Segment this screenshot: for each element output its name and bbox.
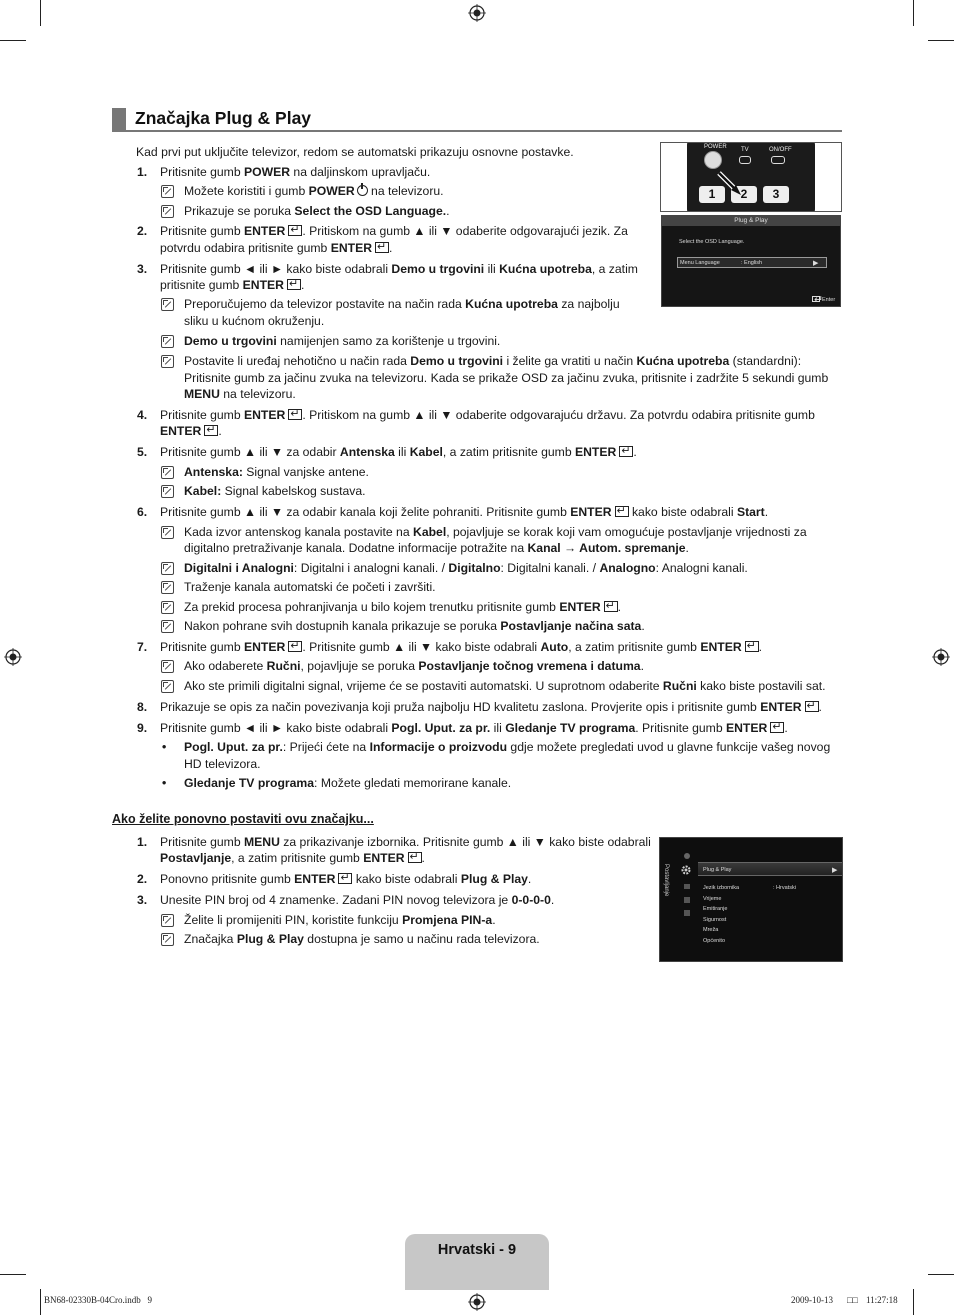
step-2: Pritisnite gumb ENTER↵ . Pritiskom na gumb ▲ ili ▼ odaberite odgovarajući jezik. Za	[160, 223, 628, 240]
tv-label: TV	[741, 147, 749, 153]
step-number: 3.	[137, 893, 148, 907]
intro-text: Kad prvi put uključite televizor, redom se automatski prikazuju osnovne postavke.	[136, 145, 574, 159]
reset-step-3-note-2: Značajka Plug & Play dostupna je samo u načinu rada televizora.	[184, 932, 540, 946]
title-accent-bar	[112, 108, 126, 130]
enter-icon	[770, 722, 784, 733]
step-3-note-1: Preporučujemo da televizor postavite na način rada Kućna upotreba za najbolju	[184, 297, 620, 311]
enter-icon	[288, 225, 302, 236]
osd-menu-item[interactable]: Sigurnost	[703, 917, 727, 923]
number-button-1: 1	[699, 186, 725, 203]
registration-mark-icon	[4, 648, 22, 666]
power-label: POWER	[704, 144, 727, 150]
enter-icon	[288, 641, 302, 652]
note-icon	[161, 620, 174, 633]
step-6-note-2: Digitalni i Analogni: Digitalni i analogni kanali. / Digitalno: Digitalni kanali. / Analogno: Analogni kanali.	[184, 561, 748, 575]
step-number: 7.	[137, 640, 148, 654]
step-7: Pritisnite gumb ENTER↵ . Pritisnite gumb ▲ ili ▼ kako biste odabrali Auto, a zatim pritisnite gumb ENTER↵ .	[160, 639, 762, 656]
enter-icon	[375, 242, 389, 253]
osd-menu-item[interactable]: Mreža	[703, 927, 719, 933]
step-6-note-3: Traženje kanala automatski će početi i završiti.	[184, 580, 436, 594]
step-4: Pritisnite gumb ENTER↵ . Pritiskom na gumb ▲ ili ▼ odaberite odgovarajuću državu. Za potvrdu odabira pritisnite gumb	[160, 407, 815, 424]
note-icon	[161, 355, 174, 368]
enter-icon	[287, 279, 301, 290]
reset-step-2: Ponovno pritisnite gumb ENTER↵ kako biste odabrali Plug & Play.	[160, 871, 531, 888]
page-title: Značajka Plug & Play	[135, 108, 312, 128]
note-icon	[161, 205, 174, 218]
step-6-note-4: Za prekid procesa pohranjivanja u bilo kojem trenutku pritisnite gumb ENTER↵ .	[184, 599, 621, 616]
registration-mark-icon	[468, 1293, 486, 1311]
bullet: •	[162, 740, 167, 754]
bullet-1-cont: HD televizora.	[184, 757, 261, 771]
crop-mark	[928, 1274, 954, 1275]
enter-icon	[619, 446, 633, 457]
note-icon	[161, 526, 174, 539]
osd-right-arrow-icon: ▶	[813, 260, 819, 267]
osd-menu-value: : Hrvatski	[773, 885, 796, 891]
step-6-note-1: Kada izvor antenskog kanala postavite na Kabel, pojavljuje se korak koji vam omogućuje postavljanje vrijednosti za	[184, 525, 807, 539]
crop-mark	[40, 1289, 41, 1315]
number-button-3: 3	[763, 186, 789, 203]
reset-step-1-cont: Postavljanje, a zatim pritisnite gumb ENTER↵ .	[160, 850, 425, 867]
step-3: Pritisnite gumb ◄ ili ► kako biste odabrali Demo u trgovini ili Kućna upotreba, a zatim	[160, 262, 638, 276]
note-icon	[161, 581, 174, 594]
registration-mark-icon	[468, 4, 486, 22]
onoff-label: ON/OFF	[769, 147, 792, 153]
print-file-info: BN68-02330B-04Cro.indb 9	[44, 1295, 152, 1305]
step-number: 2.	[137, 224, 148, 238]
menu-icon	[684, 897, 690, 903]
note-icon	[161, 298, 174, 311]
step-number: 1.	[137, 165, 148, 179]
note-icon	[161, 485, 174, 498]
menu-icon	[684, 853, 690, 859]
step-3-note-3-cont2: MENU na televizoru.	[184, 387, 296, 401]
osd-language-label: Menu Language	[680, 260, 720, 266]
note-icon	[161, 562, 174, 575]
note-icon	[161, 601, 174, 614]
note-icon	[161, 185, 174, 198]
enter-icon	[805, 701, 819, 712]
reset-heading: Ako želite ponovno postaviti ovu značajku...	[112, 812, 374, 826]
step-7-note-2: Ako ste primili digitalni signal, vrijeme će se postaviti automatski. U suprotnom odaberite Ručni kako biste postavili sat.	[184, 679, 826, 693]
page-number-tab	[405, 1234, 549, 1290]
crop-mark	[0, 1274, 26, 1275]
step-3-note-2: Demo u trgovini namijenjen samo za korištenje u trgovini.	[184, 334, 501, 348]
reset-step-1: Pritisnite gumb MENU za prikazivanje izbornika. Pritisnite gumb ▲ ili ▼ kako biste odabrali	[160, 835, 651, 849]
enter-icon	[288, 409, 302, 420]
enter-icon	[338, 873, 352, 884]
enter-icon	[812, 296, 820, 302]
power-icon	[357, 185, 368, 196]
page-number: Hrvatski - 9	[437, 1242, 517, 1258]
osd-menu-item[interactable]: Jezik izbornika	[703, 885, 740, 891]
print-time: 11:27:18	[866, 1295, 898, 1305]
step-number: 2.	[137, 872, 148, 886]
step-number: 9.	[137, 721, 148, 735]
step-number: 8.	[137, 700, 148, 714]
osd-prompt: Select the OSD Language.	[679, 239, 745, 245]
osd-selected-label: Plug & Play	[703, 867, 732, 873]
osd-menu-item[interactable]: Emitiranje	[703, 906, 728, 912]
step-6: Pritisnite gumb ▲ ili ▼ za odabir kanala koji želite pohraniti. Pritisnite gumb ENTER↵ kako biste odabrali Start.	[160, 504, 768, 521]
title-rule	[112, 130, 842, 132]
print-boxes: □□	[847, 1295, 858, 1305]
osd-title: Plug & Play	[662, 216, 840, 226]
enter-icon	[204, 425, 218, 436]
step-7-note-1: Ako odaberete Ručni, pojavljuje se poruka Postavljanje točnog vremena i datuma.	[184, 659, 644, 673]
crop-mark	[0, 40, 26, 41]
menu-icon	[684, 884, 690, 889]
crop-mark	[928, 40, 954, 41]
menu-icon	[684, 910, 690, 916]
step-5-note-1: Antenska: Signal vanjske antene.	[184, 465, 369, 479]
number-button-2: 2	[731, 186, 757, 203]
gear-icon	[680, 864, 692, 876]
step-1-note-2: Prikazuje se poruka Select the OSD Language..	[184, 204, 450, 218]
bullet: •	[162, 776, 167, 790]
pointer-arrow-icon	[661, 143, 842, 212]
bullet-1: Pogl. Uput. za pr.: Prijeći ćete na Informacije o proizvodu gdje možete pregledati uvod u glavne funkcije vašeg novog	[184, 740, 831, 754]
step-6-note-5: Nakon pohrane svih dostupnih kanala prikazuje se poruka Postavljanje načina sata.	[184, 619, 645, 633]
step-number: 6.	[137, 505, 148, 519]
step-3-note-1-cont: sliku u kućnom okruženju.	[184, 314, 325, 328]
osd-menu-item[interactable]: Vrijeme	[703, 896, 722, 902]
step-3-note-3: Postavite li uređaj nehotično u način rada Demo u trgovini i želite ga vratiti u način Kućna upotreba (standardni):	[184, 354, 802, 368]
print-date: 2009-10-13	[791, 1295, 833, 1305]
step-1: Pritisnite gumb POWER na daljinskom upravljaču.	[160, 165, 431, 179]
step-5: Pritisnite gumb ▲ ili ▼ za odabir Antenska ili Kabel, a zatim pritisnite gumb ENTER↵ .	[160, 444, 637, 461]
osd-selected-item[interactable]	[698, 862, 842, 876]
osd-plug-and-play-screen	[661, 215, 841, 307]
step-4-cont: ENTER↵ .	[160, 423, 222, 440]
reset-step-3-note-1: Želite li promijeniti PIN, koristite funkciju Promjena PIN-a.	[184, 913, 496, 927]
step-2-cont: potvrdu odabira pritisnite gumb ENTER↵ .	[160, 240, 392, 257]
crop-mark	[913, 1289, 914, 1315]
remote-control-image	[660, 142, 842, 212]
step-number: 3.	[137, 262, 148, 276]
osd-setup-menu-screen	[659, 837, 843, 962]
osd-language-row[interactable]	[677, 257, 827, 268]
step-3-cont: pritisnite gumb ENTER↵ .	[160, 277, 304, 294]
note-icon	[161, 335, 174, 348]
note-icon	[161, 660, 174, 673]
step-number: 4.	[137, 408, 148, 422]
crop-mark	[913, 0, 914, 26]
note-icon	[161, 914, 174, 927]
step-5-note-2: Kabel: Signal kabelskog sustava.	[184, 484, 366, 498]
enter-icon	[408, 852, 422, 863]
enter-icon	[604, 601, 618, 612]
enter-icon	[745, 641, 759, 652]
step-number: 1.	[137, 835, 148, 849]
step-9: Pritisnite gumb ◄ ili ► kako biste odabrali Pogl. Uput. za pr. ili Gledanje TV programa. Pritisnite gumb ENTER↵ .	[160, 720, 788, 737]
step-number: 5.	[137, 445, 148, 459]
note-icon	[161, 466, 174, 479]
reset-step-3: Unesite PIN broj od 4 znamenke. Zadani PIN novog televizora je 0-0-0-0.	[160, 893, 555, 907]
step-6-note-1-cont: digitalno pretraživanje kanala. Dodatne informacije potražite na Kanal → Autom. spremanje.	[184, 541, 689, 555]
enter-icon	[615, 506, 629, 517]
note-icon	[161, 933, 174, 946]
osd-enter-hint: ↵Enter	[812, 296, 835, 303]
osd-language-value: : English	[741, 260, 763, 266]
step-8: Prikazuje se opis za način povezivanja koji pruža najbolju HD kvalitetu zaslona. Provjerite opis i pritisnite gumb ENTER↵ .	[160, 699, 822, 716]
registration-mark-icon	[932, 648, 950, 666]
bullet-2: Gledanje TV programa: Možete gledati memorirane kanale.	[184, 776, 512, 790]
osd-right-arrow-icon: ▶	[832, 867, 838, 874]
crop-mark	[40, 0, 41, 26]
osd-side-label: Postavljanje	[663, 864, 669, 897]
step-1-note-1: Možete koristiti i gumb POWER na televizoru.	[184, 184, 444, 198]
step-3-note-3-cont: Pritisnite gumb za jačinu zvuka na televizoru. Kada se prikaže OSD za jačinu zvuka, pritisnite i zadržite 5 sekundi gumb	[184, 371, 829, 385]
note-icon	[161, 680, 174, 693]
osd-menu-item[interactable]: Općenito	[703, 938, 726, 944]
